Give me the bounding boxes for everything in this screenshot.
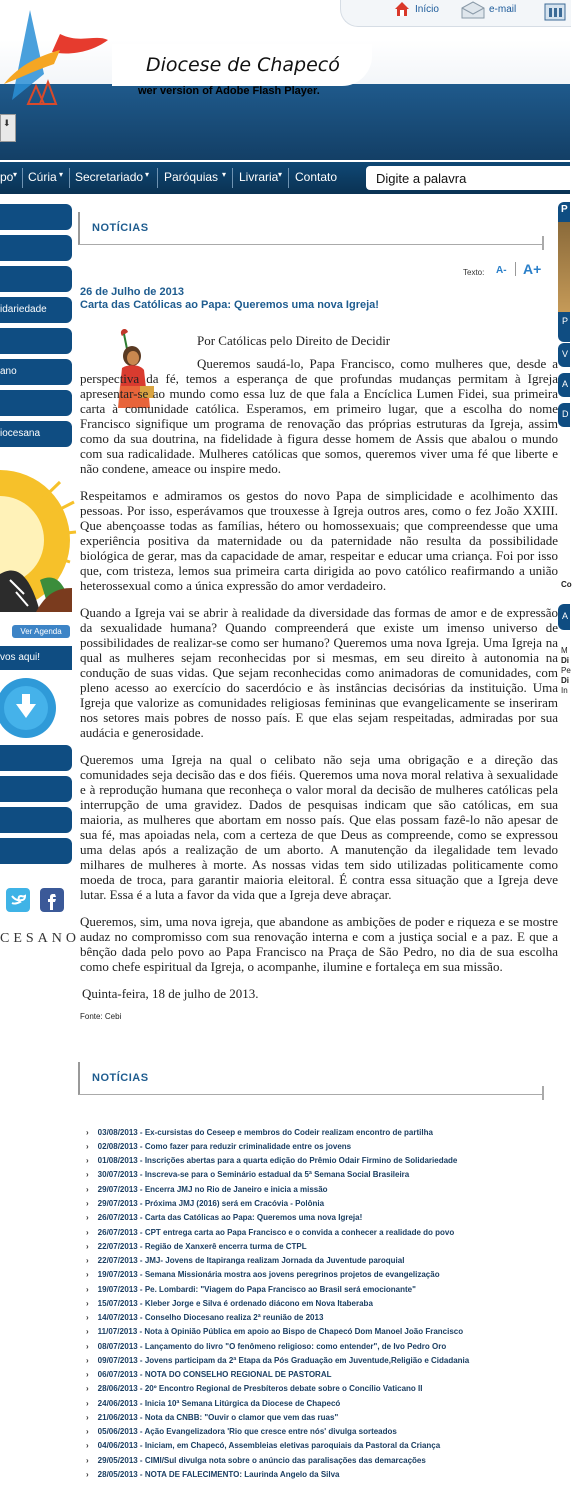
chevron-right-icon: › [86, 1399, 89, 1408]
news-link[interactable]: 26/07/2013 - Carta das Católicas ao Papa: Queremos uma nova Igreja! [97, 1213, 363, 1222]
sidebar-item-1[interactable] [0, 204, 72, 230]
sidebar-item-10[interactable] [0, 776, 72, 802]
chevron-right-icon: › [86, 1242, 89, 1251]
nav-dropdown-arrow-icon: ▾ [278, 170, 283, 179]
news-list-item[interactable] [86, 1142, 351, 1151]
chevron-right-icon: › [86, 1413, 89, 1422]
nav-separator [288, 168, 289, 188]
header-corner [542, 1086, 544, 1100]
font-increase-button[interactable]: A+ [523, 261, 542, 277]
search-placeholder: Digite a palavra [376, 171, 467, 186]
chevron-right-icon: › [86, 1228, 89, 1237]
site-title: Diocese de Chapecó [146, 54, 340, 76]
text-size-label: Texto: [463, 268, 485, 277]
email-icon[interactable] [460, 0, 486, 20]
facebook-icon[interactable] [40, 888, 64, 912]
right-label-pe: Pe [561, 666, 571, 675]
right-label-v: V [562, 349, 569, 359]
news-link[interactable]: 22/07/2013 - Região de Xanxerê encerra turma de CTPL [97, 1242, 307, 1251]
article-paragraph: Quando a Igreja vai se abrir à realidade da diversidade das formas de amor e de expressão da sexualidade humana? Quando compreenderá que existe um imenso universo de possibilidades de realizar-se como ser humano? Queremos uma nova Igreja. Uma Igreja na qual as mulheres sejam reconhecidas por si mesmas, em seu direito à autonomia na condução de suas vidas. Que sejam reconhecidas como animadoras de comunidades, com pleno acesso ao exercício do sacerdócio e às instâncias decisórias da instituição. Uma Igreja que valorize as comunidades religiosas femininas que evangelicamente se inseriram nos setores mais pobres de nosso país. E que elas sejam respeitadas, admiradas por sua audácia e generosidade. [80, 605, 558, 740]
flash-message: wer version of Adobe Flash Player. [138, 85, 320, 97]
news-link[interactable]: 11/07/2013 - Nota à Opinião Pública em apoio ao Bispo de Chapecó Dom Manoel João Francisco [97, 1327, 464, 1336]
chevron-right-icon: › [86, 1384, 89, 1393]
download-button-icon[interactable] [0, 676, 60, 740]
chevron-right-icon: › [86, 1199, 89, 1208]
chevron-right-icon: › [86, 1213, 89, 1222]
sidebar-item-diocesana[interactable]: iocesana [0, 421, 72, 447]
news-link[interactable]: 29/07/2013 - Encerra JMJ no Rio de Janeiro e inicia a missão [97, 1185, 328, 1194]
sidebar-item-11[interactable] [0, 807, 72, 833]
news-link[interactable]: 30/07/2013 - Inscreva-se para o Seminário estadual da 5ª Semana Social Brasileira [97, 1170, 410, 1179]
article-body [80, 333, 558, 1036]
chevron-right-icon: › [86, 1441, 89, 1450]
diocesano-text: CESANO [0, 931, 81, 946]
article-signature-date: Quinta-feira, 18 de julho de 2013. [82, 986, 259, 1001]
chevron-right-icon: › [86, 1270, 89, 1279]
news-list-item[interactable] [86, 1285, 416, 1294]
sidebar-item-2[interactable] [0, 235, 72, 261]
news-link[interactable]: 02/08/2013 - Como fazer para reduzir criminalidade entre os jovens [97, 1142, 352, 1151]
news-link[interactable]: 14/07/2013 - Conselho Diocesano realiza 2ª reunião de 2013 [97, 1313, 324, 1322]
news-list-item[interactable] [86, 1441, 440, 1450]
news-section-header [78, 212, 544, 245]
news-link[interactable]: 29/05/2013 - CIMI/Sul divulga nota sobre o anúncio das paralisações das demarcações [97, 1456, 426, 1465]
right-label-m: M [561, 646, 568, 655]
right-label-a: A [562, 379, 569, 389]
chevron-right-icon: › [86, 1156, 89, 1165]
news-link[interactable]: 15/07/2013 - Kleber Jorge e Silva é ordenado diácono em Nova Itaberaba [97, 1299, 373, 1308]
right-label-p1: P [561, 204, 568, 215]
vos-aqui-banner[interactable]: vos aqui! [0, 646, 72, 670]
news-link[interactable]: 09/07/2013 - Jovens participam da 2ª Etapa da Pós Graduação em Juventude,Religião e Cidadania [97, 1356, 470, 1365]
chevron-right-icon: › [86, 1185, 89, 1194]
news-link[interactable]: 22/07/2013 - JMJ- Jovens de Itapiranga realizam Jornada da Juventude paroquial [97, 1256, 405, 1265]
article-paragraph: Respeitamos e admiramos os gestos do novo Papa de simplicidade e acolhimento das pessoas. Por isso, esperávamos que trouxesse à Igreja outros ares, como o fez João XXIII. Que abençoasse todas as famílias, hétero ou homossexuais; que compreendesse que uma experiência positiva da maternidade ou da paternidade não resulta da possibilidade biológica de gerar, mas da capacidade de amar, respeitar e educar uma criança. Foi por isso que, com tristeza, lemos sua primeira carta dirigida ao povo católico reafirmando a união heterossexual como a única expressão do amor verdadeiro. [80, 488, 558, 593]
news-list-title: NOTÍCIAS [92, 1072, 149, 1084]
sidebar-item-9[interactable] [0, 745, 72, 771]
news-link[interactable]: 28/06/2013 - 20º Encontro Regional de Presbíteros debate sobre o Concílio Vaticano II [97, 1384, 423, 1393]
news-list-item[interactable] [86, 1199, 324, 1208]
right-item-d[interactable] [558, 403, 570, 427]
news-list-item[interactable] [86, 1170, 409, 1179]
twitter-icon[interactable] [6, 888, 30, 912]
sidebar-item-7[interactable] [0, 390, 72, 416]
news-list-item[interactable] [86, 1356, 469, 1365]
news-list-item[interactable] [86, 1327, 463, 1336]
nav-item-contato[interactable]: Contato [295, 170, 338, 184]
news-link[interactable]: 28/05/2013 - NOTA DE FALECIMENTO: Laurinda Angelo da Silva [97, 1470, 340, 1479]
chevron-right-icon: › [86, 1356, 89, 1365]
article-paragraph: Queremos, sim, uma nova igreja, que abandone as ambições de poder e riqueza e se mostre audaz no compromisso com sua renovação interna e com a justiça social e a paz. E que a bênção dada pelo povo ao Papa Francisco na Praça de São Pedro, no dia de sua escolha como chefe espiritual da Igreja, o acompanhe, ilumine e fortaleça em sua missão. [80, 914, 558, 974]
news-link[interactable]: 26/07/2013 - CPT entrega carta ao Papa Francisco e o convida a conhecer a realidade do povo [97, 1228, 455, 1237]
news-list-item[interactable] [86, 1213, 362, 1222]
nav-item-curia[interactable]: Cúria [28, 170, 57, 184]
nav-dropdown-arrow-icon: ▾ [222, 170, 227, 179]
news-list-item[interactable] [86, 1427, 397, 1436]
nav-item-livraria[interactable]: Livraria [239, 170, 279, 184]
right-item-v[interactable] [558, 343, 570, 367]
chevron-right-icon: › [86, 1327, 89, 1336]
building-icon[interactable] [542, 0, 568, 22]
article-date: 26 de Julho de 2013 [80, 286, 184, 298]
right-label-di2: Di [561, 676, 569, 685]
sidebar-item-ano[interactable]: ano [0, 359, 72, 385]
article-paragraph: Queremos uma Igreja na qual o celibato não seja uma obrigação e a direção das comunidades seja decisão das e dos fiéis. Queremos uma nova moral relativa à sexualidade e à reprodução humana que reconheça o valor moral da decisão de mulheres católicas pela interrupção de uma gravidez. Dados de pesquisas indicam que são católicas, em sua maioria, as mulheres que abortam em nosso país. Que elas possam fazê-lo não apesar de sua fé, mas apoiadas nela, com a certeza de que Deus as compreende, como se expressou uma delas após a realização de um aborto. A manutenção da ilegalidade tem levado milhares de mulheres à morte. As nossas vidas tem sido utilizadas politicamente como moeda de troca, para garantir maioria eleitoral. É contra essa situação que a Igreja deve lutar. Essa é a luta a favor da vida que a Igreja deve abraçar. [80, 752, 558, 902]
news-list-item[interactable] [86, 1128, 433, 1137]
sidebar-item-solidariedade[interactable]: idariedade [0, 297, 72, 323]
chevron-right-icon: › [86, 1456, 89, 1465]
news-list-item[interactable] [86, 1342, 446, 1351]
news-link[interactable]: 06/07/2013 - NOTA DO CONSELHO REGIONAL DE PASTORAL [97, 1370, 332, 1379]
news-link[interactable]: 04/06/2013 - Iniciam, em Chapecó, Assembleias eletivas paroquiais da Pastoral da Criança [97, 1441, 441, 1450]
news-list-item[interactable] [86, 1299, 373, 1308]
news-list-item[interactable] [86, 1470, 340, 1479]
news-list-item[interactable] [86, 1270, 440, 1279]
sidebar-item-5[interactable] [0, 328, 72, 354]
article-title: Carta das Católicas ao Papa: Queremos uma nova Igreja! [80, 299, 379, 311]
chevron-right-icon: › [86, 1370, 89, 1379]
header-corner [542, 236, 544, 250]
news-list-item[interactable] [86, 1456, 426, 1465]
news-link[interactable]: 21/06/2013 - Nota da CNBB: "Ouvir o clamor que vem das ruas" [97, 1413, 339, 1422]
chevron-right-icon: › [86, 1313, 89, 1322]
nav-separator [22, 168, 23, 188]
chevron-right-icon: › [86, 1427, 89, 1436]
news-link[interactable]: 05/06/2013 - Ação Evangelizadora 'Rio que cresce entre nós' divulga sorteados [97, 1427, 397, 1436]
news-link[interactable]: 19/07/2013 - Pe. Lombardi: "Viagem do Papa Francisco ao Brasil será emocionante" [97, 1285, 416, 1294]
chevron-right-icon: › [86, 1142, 89, 1151]
news-list-item[interactable] [86, 1370, 332, 1379]
right-label-d: D [562, 409, 569, 419]
right-label-p2: P [562, 316, 569, 326]
news-link[interactable]: 19/07/2013 - Semana Missionária mostra aos jovens peregrinos projetos de evangelização [97, 1270, 440, 1279]
nav-dropdown-arrow-icon: ▾ [145, 170, 150, 179]
news-list-item[interactable] [86, 1399, 340, 1408]
news-list-item[interactable] [86, 1156, 457, 1165]
article-byline: Por Católicas pelo Direito de Decidir [197, 333, 391, 348]
news-list-header [78, 1062, 544, 1095]
chevron-right-icon: › [86, 1342, 89, 1351]
chevron-right-icon: › [86, 1128, 89, 1137]
top-links-bar [340, 0, 571, 27]
news-section-title: NOTÍCIAS [92, 222, 149, 234]
news-list-item[interactable] [86, 1256, 404, 1265]
news-link[interactable]: 08/07/2013 - Lançamento do livro "O fenômeno religioso: como entender", de Ivo Pedro Oro [97, 1342, 447, 1351]
right-label-di1: Di [561, 656, 569, 665]
nav-separator [232, 168, 233, 188]
article-source: Fonte: Cebi [80, 1012, 122, 1021]
nav-separator [69, 168, 70, 188]
download-arrow-icon: ⬇ [3, 118, 11, 128]
right-label-co: Co [561, 580, 572, 589]
news-list-item[interactable] [86, 1242, 307, 1251]
ver-agenda-button[interactable]: Ver Agenda [12, 625, 70, 638]
nav-item-po[interactable]: po [0, 170, 14, 184]
diocese-logo[interactable] [0, 4, 112, 112]
email-link[interactable]: e-mail [489, 4, 517, 15]
news-link[interactable]: 29/07/2013 - Próxima JMJ (2016) será em Cracóvia - Polônia [97, 1199, 325, 1208]
right-label-in: In [561, 686, 568, 695]
right-item-a2[interactable] [558, 604, 570, 630]
news-list-item[interactable] [86, 1228, 454, 1237]
right-item-a[interactable] [558, 373, 570, 397]
pilgrimage-road-banner[interactable] [0, 462, 72, 612]
nav-item-paroquias[interactable]: Paróquias [164, 170, 219, 184]
chevron-right-icon: › [86, 1470, 89, 1479]
nav-item-secretariado[interactable]: Secretariado [75, 170, 144, 184]
home-link[interactable]: Início [415, 4, 439, 15]
chevron-right-icon: › [86, 1256, 89, 1265]
nav-dropdown-arrow-icon: ▾ [13, 170, 18, 179]
article-paragraph: Queremos saudá-lo, Papa Francisco, como mulheres que, desde a perspectiva da fé, temos a esperança de que profundas mudanças permitam à Igreja apresentar-se ao mundo como essa luz de que fala a Encíclica Lumen Fidei, sua primeira carta à comunidade católica. Esperamos, em primeiro lugar, que a escolha do nome Francisco signifique um programa de renovação das próprias estruturas da Igreja, assim como da sua doutrina, na fidelidade à figura desse homem de Assis que abalou o mundo com sua radicalidade. Mulheres católicas que somos, queremos viver uma fé que liberte e não condene, ameace ou inspire medo. [80, 356, 558, 476]
news-list-item[interactable] [86, 1185, 328, 1194]
news-link[interactable]: 01/08/2013 - Inscrições abertas para a quarta edição do Prêmio Odair Firmino de Solidariedade [97, 1156, 458, 1165]
chevron-right-icon: › [86, 1170, 89, 1179]
news-list-item[interactable] [86, 1313, 323, 1322]
nav-dropdown-arrow-icon: ▾ [59, 170, 64, 179]
news-link[interactable]: 03/08/2013 - Ex-cursistas do Ceseep e membros do Codeir realizam encontro de partilha [97, 1128, 433, 1137]
news-link[interactable]: 24/06/2013 - Inicia 10ª Semana Litúrgica da Diocese de Chapecó [97, 1399, 341, 1408]
home-icon[interactable] [394, 1, 410, 17]
news-list-item[interactable] [86, 1413, 338, 1422]
right-label-a2: A [562, 611, 569, 621]
nav-separator [157, 168, 158, 188]
chevron-right-icon: › [86, 1285, 89, 1294]
sidebar-item-3[interactable] [0, 266, 72, 292]
font-decrease-button[interactable]: A- [496, 265, 507, 276]
chevron-right-icon: › [86, 1299, 89, 1308]
font-separator [515, 262, 516, 276]
sidebar-item-12[interactable] [0, 838, 72, 864]
news-list-item[interactable] [86, 1384, 422, 1393]
